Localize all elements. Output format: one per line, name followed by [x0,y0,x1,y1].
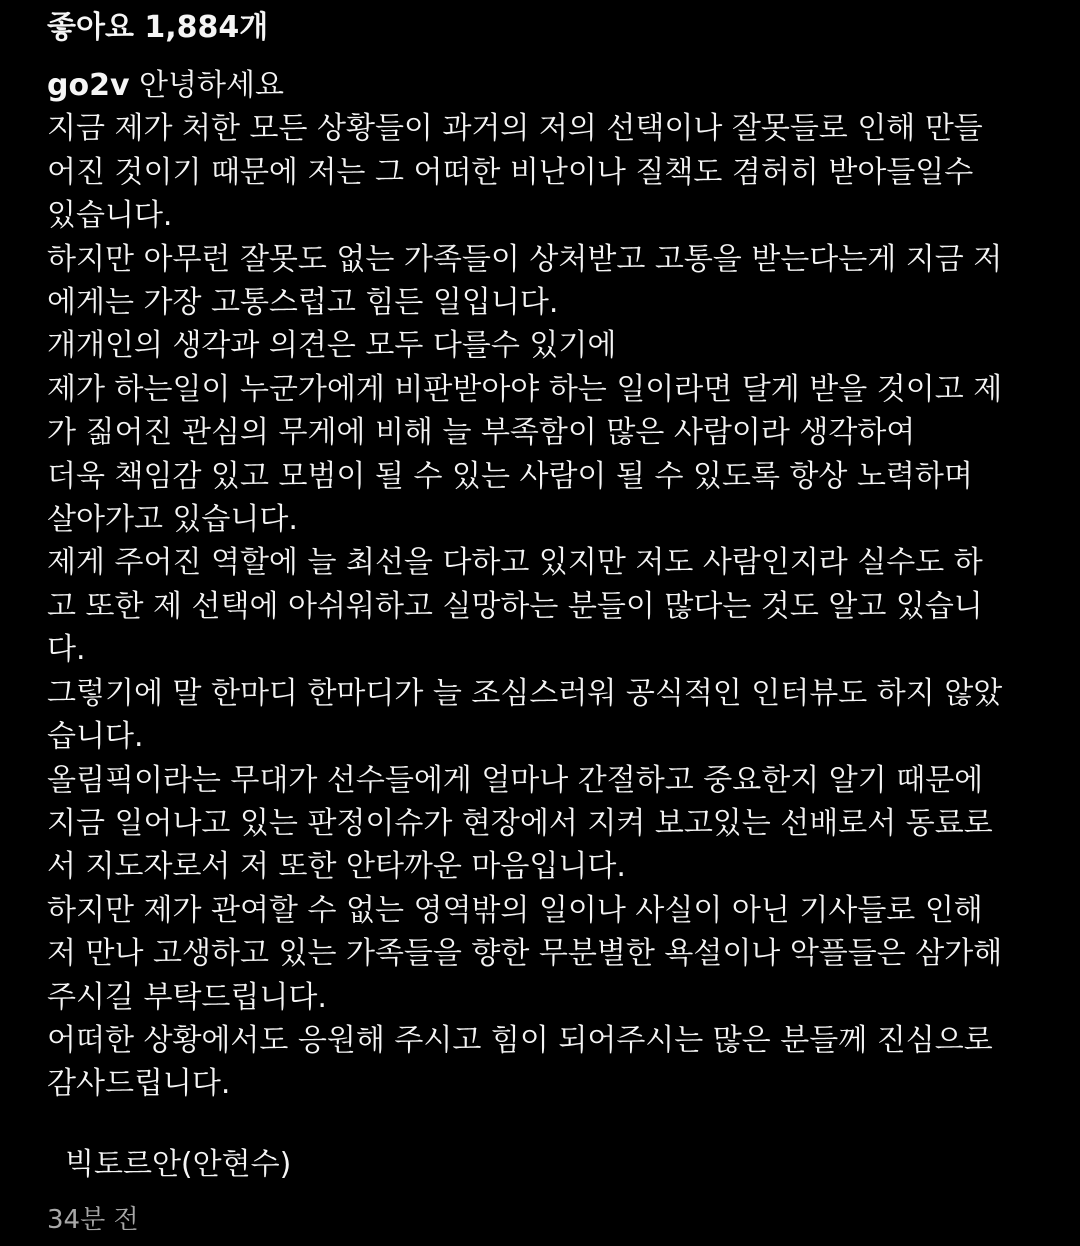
caption-line: 다. [47,632,86,668]
caption-line: 감사드립니다. [47,1066,231,1102]
caption-greeting: 안녕하세요 [129,68,284,103]
caption-line: 제게 주어진 역할에 늘 최선을 다하고 있지만 저도 사람인지라 실수도 하 [47,545,983,581]
caption-line: 가 짊어진 관심의 무게에 비해 늘 부족함이 많은 사람이라 생각하여 [47,415,916,451]
post-timestamp[interactable]: 34분 전 [47,1205,139,1235]
caption-line: 서 지도자로서 저 또한 안타까운 마음입니다. [47,849,626,885]
username-link[interactable]: go2v [47,68,130,103]
caption-line: 그렇기에 말 한마디 한마디가 늘 조심스러워 공식적인 인터뷰도 하지 않았 [47,675,1003,711]
caption-line: 에게는 가장 고통스럽고 힘든 일입니다. [47,285,559,321]
caption-line: 살아가고 있습니다. [47,502,298,538]
likes-count[interactable]: 좋아요 1,884개 [47,10,269,45]
caption-line: 더욱 책임감 있고 모범이 될 수 있는 사람이 될 수 있도록 항상 노력하며 [47,458,973,494]
caption-line: 주시길 부탁드립니다. [47,979,327,1015]
caption-line: 있습니다. [47,198,173,234]
caption-line: 지금 제가 처한 모든 상황들이 과거의 저의 선택이나 잘못들로 인해 만들 [47,111,983,147]
caption-line: 어떠한 상황에서도 응원해 주시고 힘이 되어주시는 많은 분들께 진심으로 [47,1022,993,1058]
caption-line: 저 만나 고생하고 있는 가족들을 향한 무분별한 욕설이나 악플들은 삼가해 [47,936,1003,972]
caption-signature: 빅토르안(안현수) [65,1147,292,1182]
caption-line: 습니다. [47,719,144,755]
caption-line: 어진 것이기 때문에 저는 그 어떠한 비난이나 질책도 겸허히 받아들일수 [47,154,974,190]
caption-line: 하지만 아무런 잘못도 없는 가족들이 상처받고 고통을 받는다는게 지금 저 [47,241,1003,277]
caption-header [47,64,1047,107]
caption-line: 개개인의 생각과 의견은 모두 다를수 있기에 [47,328,617,364]
caption-line: 제가 하는일이 누군가에게 비판받아야 하는 일이라면 달게 받을 것이고 제 [47,371,1003,407]
caption-line: 고 또한 제 선택에 아쉬워하고 실망하는 분들이 많다는 것도 알고 있습니 [47,588,983,624]
caption-line: 지금 일어나고 있는 판정이슈가 현장에서 지켜 보고있는 선배로서 동료로 [47,805,993,841]
caption-line: 올림픽이라는 무대가 선수들에게 얼마나 간절하고 중요한지 알기 때문에 [47,762,984,798]
post-caption [47,64,1047,1106]
caption-line: 하지만 제가 관여할 수 없는 영역밖의 일이나 사실이 아닌 기사들로 인해 [47,892,983,928]
